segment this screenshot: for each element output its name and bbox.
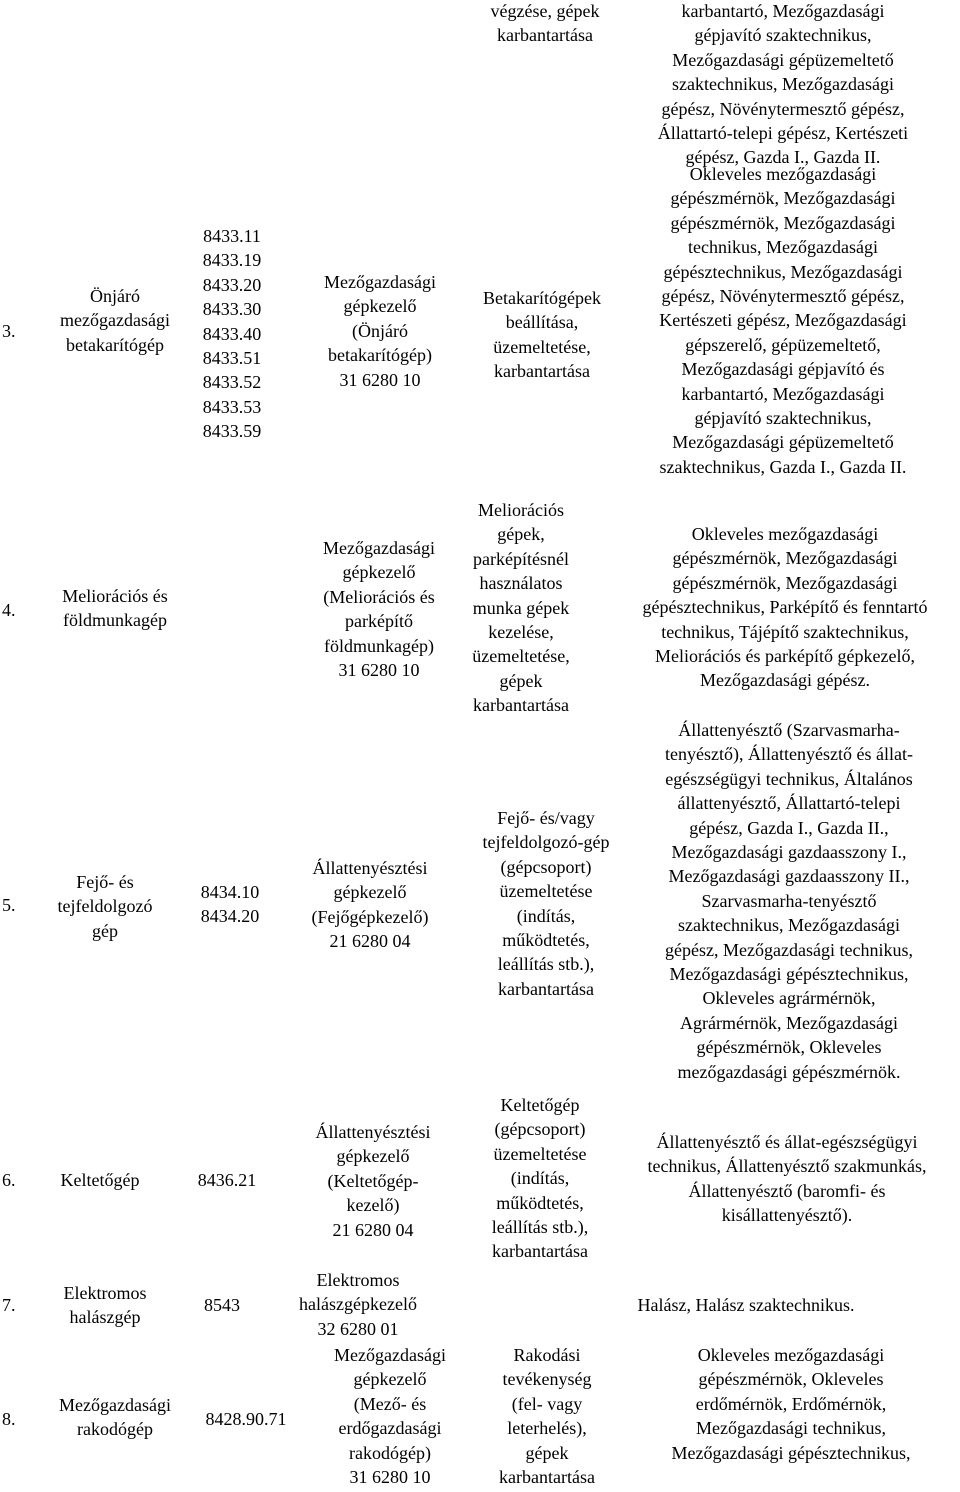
machine-cell-line: mezőgazdasági	[60, 310, 170, 331]
operator-cell	[282, 270, 478, 392]
operator-cell-line: (Mező- és	[353, 1393, 427, 1414]
operator-cell-line: (Fejőgépkezelő)	[311, 906, 429, 927]
row-number: 4.	[2, 600, 16, 620]
row-number: 5.	[2, 895, 16, 915]
qualifications-cell-line: gépészmérnök, Mezőgazdasági	[670, 212, 896, 233]
customs-code-cell-line: 8543	[204, 1295, 240, 1315]
activity-cell-line: gépek,	[497, 524, 545, 545]
activity-cell-line: karbantartása	[473, 695, 569, 716]
operator-cell-line: kezelő)	[346, 1195, 400, 1216]
operator-cell-line: Mezőgazdasági	[334, 1345, 446, 1365]
operator-cell-line: földmunkagép)	[324, 635, 434, 656]
qualifications-cell-line: Meliorációs és parképítő gépkezelő,	[655, 646, 915, 667]
activity-cell-line: üzemeltetése,	[472, 646, 570, 667]
activity-cell-line: működtetés,	[496, 1192, 584, 1213]
qualifications-cell-line: Okleveles mezőgazdasági	[689, 164, 877, 184]
activity-cell-line: Meliorációs	[478, 500, 564, 520]
qualifications-cell-line: szaktechnikus, Gazda I., Gazda II.	[659, 456, 907, 477]
activity-cell-line: parképítésnél	[473, 548, 569, 569]
operator-cell-line: halászgépkezelő	[299, 1294, 417, 1315]
machine-cell-line: Keltetőgép	[60, 1170, 140, 1190]
activity-cell-line: leterhelés),	[507, 1418, 587, 1439]
machine-cell-line: Mezőgazdasági	[59, 1395, 171, 1415]
customs-code-cell-line: 8433.40	[202, 323, 262, 344]
operator-cell-line: gépkezelő	[343, 296, 417, 317]
qualifications-cell-line: Állattenyésztő (Szarvasmarha-	[678, 720, 900, 740]
qualifications-cell-line: karbantartó, Mezőgazdasági	[681, 1, 885, 21]
operator-cell-line: (Meliorációs és	[323, 586, 435, 607]
machine-cell	[36, 584, 194, 633]
activity-cell-line: leállítás stb.),	[497, 954, 595, 975]
customs-code-cell-line: 8434.10	[200, 882, 260, 902]
activity-cell-line: gépek	[499, 670, 543, 691]
row-number: 7.	[2, 1295, 16, 1315]
qualifications-cell-line: kisállattenyésztő).	[721, 1205, 853, 1226]
operator-cell-line: Állattenyésztési	[315, 1122, 431, 1142]
qualifications-cell-line: Okleveles mezőgazdasági	[691, 524, 879, 544]
operator-cell-line: betakarítógép)	[328, 345, 432, 366]
activity-cell-line: tevékenység	[502, 1369, 592, 1390]
qualifications-cell-line: állattenyésztő, Állattartó-telepi	[677, 793, 901, 814]
qualifications-cell-line: gépész, Mezőgazdasági technikus,	[665, 939, 913, 960]
customs-code-cell-line: 8433.11	[203, 226, 261, 246]
customs-code-cell-line: 8433.51	[202, 348, 262, 369]
qualifications-cell	[636, 1343, 946, 1465]
operator-cell-line: gépkezelő	[342, 562, 416, 583]
qualifications-cell-line: technikus, Mezőgazdasági	[688, 237, 878, 258]
qualifications-cell-line: Szarvasmarha-tenyésztő	[701, 890, 877, 911]
operator-cell-line: (Önjáró	[352, 320, 408, 341]
customs-code-cell-line: 8433.52	[202, 372, 262, 393]
operator-cell	[280, 856, 460, 954]
operator-cell-line: gépkezelő	[353, 1369, 427, 1390]
machine-cell-line: betakarítógép	[66, 334, 164, 355]
operator-cell-line: Mezőgazdasági	[323, 538, 435, 558]
qualifications-cell	[626, 0, 940, 170]
machine-cell-line: tejfeldolgozó	[57, 896, 153, 917]
activity-cell-line: Rakodási	[513, 1345, 581, 1365]
qualifications-cell-line: gépészmérnök, Mezőgazdasági	[672, 548, 898, 569]
qualifications-cell-line: gépésztechnikus, Mezőgazdasági	[663, 261, 903, 282]
machine-cell	[40, 1168, 160, 1192]
activity-cell-line: (gépcsoport)	[500, 856, 592, 877]
qualifications-cell	[596, 1293, 896, 1317]
activity-cell	[462, 286, 622, 384]
machine-cell	[40, 870, 170, 943]
customs-code-cell-line: 8434.20	[200, 906, 260, 927]
activity-cell-line: karbantartása	[498, 978, 594, 999]
qualifications-cell-line: Mezőgazdasági gépész.	[700, 670, 870, 691]
qualifications-cell-line: gépész, Növénytermesztő gépész,	[661, 98, 905, 119]
customs-code-cell-line: 8428.90.71	[205, 1409, 287, 1429]
activity-cell	[446, 498, 596, 718]
qualifications-cell-line: Állattenyésztő és állat-egészségügyi	[656, 1132, 918, 1152]
qualifications-cell-line: gépészmérnök, Mezőgazdasági	[670, 188, 896, 209]
operator-cell-line: parképítő	[345, 611, 413, 632]
activity-cell-line: karbantartása	[494, 361, 590, 382]
qualifications-cell-line: gépszerelő, gépüzemeltető,	[685, 334, 881, 355]
qualifications-cell	[614, 1130, 960, 1228]
machine-cell-line: Meliorációs és	[62, 586, 168, 606]
operator-cell-line: Elektromos	[316, 1270, 400, 1290]
qualifications-cell-line: Mezőgazdasági technikus,	[696, 1418, 886, 1439]
activity-cell-line: gépek	[525, 1442, 569, 1463]
operator-cell-line: gépkezelő	[333, 882, 407, 903]
qualifications-cell-line: Mezőgazdasági gazdaasszony I.,	[671, 842, 907, 863]
customs-code-cell-line: 8433.19	[202, 250, 262, 271]
customs-code-cell	[180, 880, 280, 929]
qualifications-cell-line: tenyésztő), Állattenyésztő és állat-	[665, 744, 913, 765]
activity-cell-line: használatos	[479, 573, 563, 594]
machine-cell-line: Önjáró	[90, 286, 140, 306]
qualifications-cell-line: Mezőgazdasági gépésztechnikus,	[669, 964, 909, 985]
qualifications-cell-line: Állattenyésztő (baromfi- és	[688, 1180, 886, 1201]
operator-cell-line: 32 6280 01	[317, 1318, 399, 1339]
qualifications-cell-line: gépész, Növénytermesztő gépész,	[661, 286, 905, 307]
machine-cell	[40, 1393, 190, 1442]
machine-cell-line: gép	[92, 920, 118, 941]
operator-cell-line: 31 6280 10	[339, 369, 421, 390]
qualifications-cell-line: gépészmérnök, Mezőgazdasági	[672, 572, 898, 593]
qualifications-cell-line: Mezőgazdasági gépüzemeltető	[672, 432, 894, 453]
activity-cell	[460, 1093, 620, 1264]
activity-cell-line: üzemeltetése	[499, 881, 593, 902]
qualifications-cell	[626, 162, 940, 479]
customs-code-cell-line: 8436.21	[197, 1170, 257, 1190]
row-number: 8.	[2, 1409, 16, 1429]
operator-cell-line: Állattenyésztési	[312, 858, 428, 878]
activity-cell-line: működtetés,	[502, 930, 590, 951]
activity-cell-line: munka gépek	[472, 597, 570, 618]
activity-cell	[466, 806, 626, 1001]
qualifications-cell-line: erdőmérnök, Erdőmérnök,	[695, 1393, 887, 1414]
customs-code-cell-line: 8433.59	[202, 421, 262, 442]
machine-cell-line: földmunkagép	[63, 610, 167, 631]
operator-cell-line: 21 6280 04	[329, 931, 411, 952]
qualifications-cell-line: Állattartó-telepi gépész, Kertészeti	[657, 123, 909, 144]
operator-cell-line: gépkezelő	[336, 1146, 410, 1167]
activity-cell-line: karbantartása	[492, 1241, 588, 1262]
qualifications-cell	[606, 522, 960, 693]
qualifications-cell-line: gépjavító szaktechnikus,	[694, 25, 872, 46]
activity-cell-line: üzemeltetése,	[493, 336, 591, 357]
qualifications-cell-line: Mezőgazdasági gépüzemeltető	[672, 49, 894, 70]
activity-cell-line: (indítás,	[516, 905, 576, 926]
operator-cell-line: 31 6280 10	[338, 660, 420, 681]
qualifications-cell-line: egészségügyi technikus, Általános	[665, 768, 913, 789]
operator-cell-line: 21 6280 04	[332, 1219, 414, 1240]
activity-cell-line: üzemeltetése	[493, 1143, 587, 1164]
operator-cell-line: rakodógép)	[349, 1442, 431, 1463]
customs-code-cell	[196, 1407, 296, 1431]
qualifications-cell-line: technikus, Tájépítő szaktechnikus,	[661, 621, 909, 642]
qualifications-cell-line: Mezőgazdasági gazdaasszony II.,	[668, 866, 910, 887]
machine-cell-line: rakodógép	[77, 1419, 153, 1440]
qualifications-cell-line: Mezőgazdasági gépésztechnikus,	[671, 1442, 911, 1463]
activity-cell-line: tejfeldolgozó-gép	[482, 832, 610, 853]
machine-cell-line: halászgép	[69, 1307, 141, 1328]
customs-code-cell-line: 8433.30	[202, 299, 262, 320]
activity-cell	[470, 0, 620, 48]
operator-cell-line: erdőgazdasági	[338, 1418, 442, 1439]
activity-cell-line: beállítása,	[505, 312, 579, 333]
activity-cell-line: leállítás stb.),	[491, 1217, 589, 1238]
activity-cell-line: Betakarítógépek	[483, 288, 601, 308]
operator-cell	[316, 1343, 464, 1489]
qualifications-cell-line: gépjavító szaktechnikus,	[694, 408, 872, 429]
activity-cell-line: végzése, gépek	[490, 1, 600, 21]
activity-cell-line: Fejő- és/vagy	[497, 808, 595, 828]
qualifications-cell-line: Agrármérnök, Mezőgazdasági	[680, 1012, 898, 1033]
qualifications-cell-line: karbantartó, Mezőgazdasági	[681, 383, 885, 404]
operator-cell-line: (Keltetőgép-	[327, 1170, 419, 1191]
machine-cell	[30, 284, 200, 357]
qualifications-cell-line: gépész, Gazda I., Gazda II.	[685, 147, 881, 168]
qualifications-cell-line: Halász, Halász szaktechnikus.	[637, 1295, 855, 1315]
operator-cell	[286, 1120, 460, 1242]
qualifications-cell-line: Mezőgazdasági gépjavító és	[681, 359, 885, 380]
activity-cell	[480, 1343, 614, 1489]
activity-cell-line: (gépcsoport)	[494, 1119, 586, 1140]
machine-cell	[40, 1281, 170, 1330]
activity-cell-line: kezelése,	[488, 622, 554, 643]
customs-code-cell	[180, 224, 284, 444]
activity-cell-line: (fel- vagy	[511, 1393, 583, 1414]
qualifications-cell-line: technikus, Állattenyésztő szakmunkás,	[647, 1156, 927, 1177]
operator-cell-line: Mezőgazdasági	[324, 272, 436, 292]
operator-cell	[296, 1268, 420, 1341]
qualifications-cell-line: szaktechnikus, Mezőgazdasági	[672, 74, 894, 95]
qualifications-cell-line: Okleveles mezőgazdasági	[697, 1345, 885, 1365]
qualifications-cell-line: gépésztechnikus, Parképítő és fenntartó	[642, 597, 928, 618]
activity-cell-line: Keltetőgép	[500, 1095, 580, 1115]
operator-cell-line: 31 6280 10	[349, 1467, 431, 1488]
activity-cell-line: karbantartása	[499, 1467, 595, 1488]
row-number: 6.	[2, 1170, 16, 1190]
qualifications-cell-line: gépészmérnök, Okleveles	[696, 1037, 882, 1058]
customs-code-cell	[182, 1168, 272, 1192]
customs-code-cell-line: 8433.53	[202, 396, 262, 417]
machine-cell-line: Fejő- és	[76, 872, 134, 892]
qualifications-cell-line: szaktechnikus, Mezőgazdasági	[678, 915, 900, 936]
customs-code-cell	[192, 1293, 252, 1317]
qualifications-cell-line: gépészmérnök, Okleveles	[698, 1369, 884, 1390]
customs-code-cell-line: 8433.20	[202, 274, 262, 295]
qualifications-cell-line: Okleveles agrármérnök,	[702, 988, 876, 1009]
activity-cell-line: (indítás,	[510, 1168, 570, 1189]
qualifications-cell-line: Kertészeti gépész, Mezőgazdasági	[659, 310, 907, 331]
qualifications-cell-line: gépész, Gazda I., Gazda II.,	[689, 817, 889, 838]
row-number: 3.	[2, 321, 16, 341]
activity-cell-line: karbantartása	[497, 25, 593, 46]
qualifications-cell	[626, 718, 952, 1084]
machine-cell-line: Elektromos	[63, 1283, 147, 1303]
qualifications-cell-line: mezőgazdasági gépészmérnök.	[677, 1061, 901, 1082]
